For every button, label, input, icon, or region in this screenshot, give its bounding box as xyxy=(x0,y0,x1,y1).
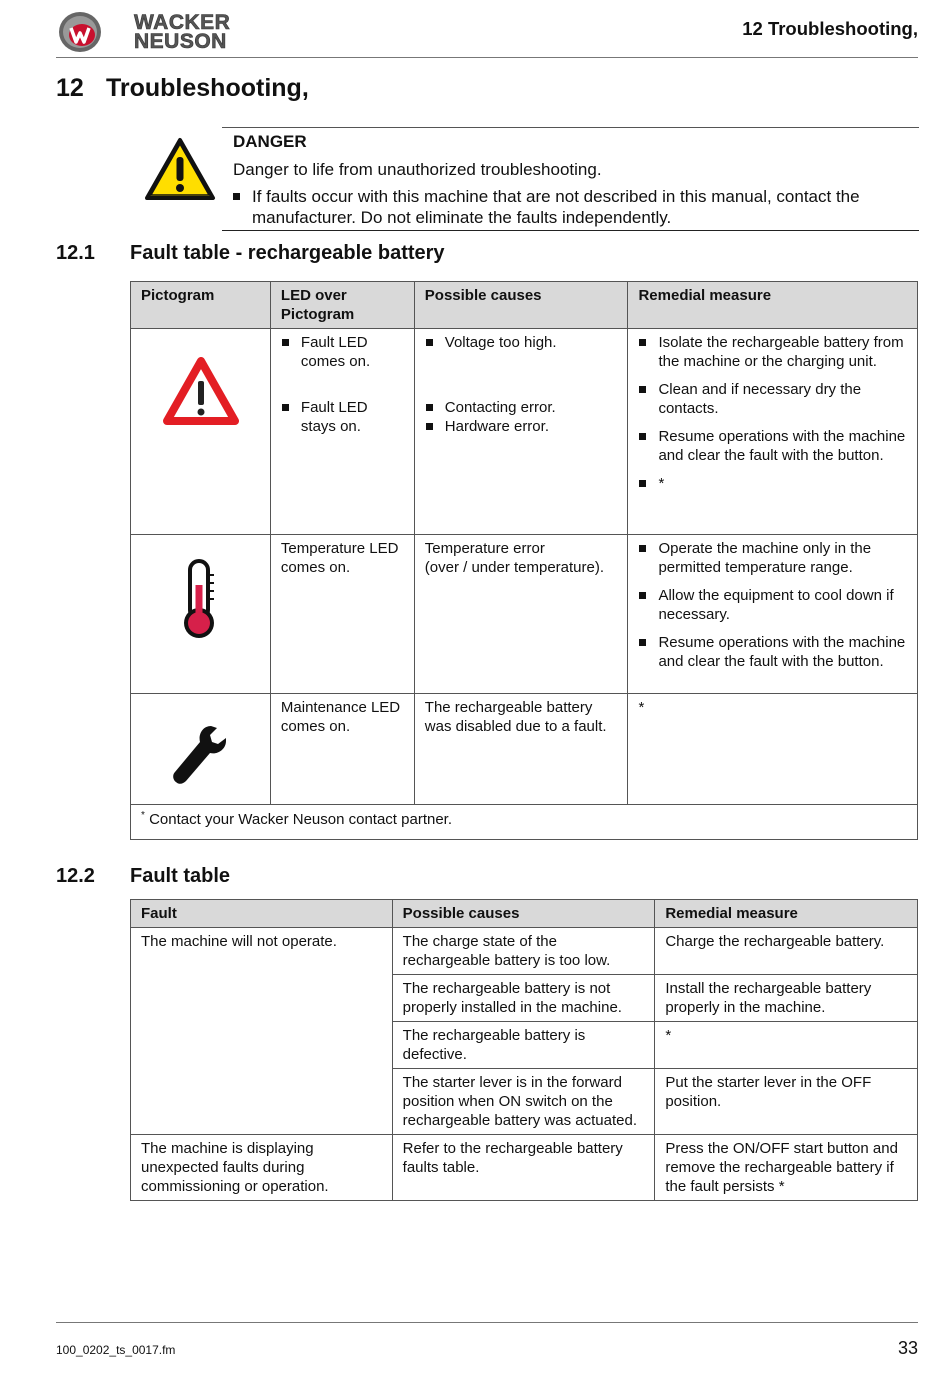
list-item: Resume operations with the machine and clear the fault with the button. xyxy=(638,427,907,465)
list-item: Fault LED stays on. xyxy=(281,398,404,436)
danger-notice xyxy=(222,127,919,231)
wrench-icon xyxy=(131,694,270,795)
list-item: Fault LED comes on. xyxy=(281,333,404,371)
running-header: 12 Troubleshooting, xyxy=(742,18,918,39)
table-row: The machine is displaying unexpected faults during commissioning or operation. Refer to the rechargeable battery faults table. Press the ON/OFF start button and remove the rechargeable battery if the fault persists * xyxy=(131,1135,918,1201)
battery-fault-table xyxy=(130,281,918,840)
list-item: * xyxy=(638,474,907,493)
danger-text: Danger to life from unauthorized troubleshooting. xyxy=(233,160,602,179)
table-row xyxy=(131,329,918,535)
list-item: Contacting error. xyxy=(425,398,618,417)
danger-bullet: If faults occur with this machine that are not described in this manual, contact the manufacturer. Do not eliminate the faults independently. xyxy=(233,186,903,228)
footer-filename: 100_0202_ts_0017.fm xyxy=(56,1343,176,1357)
table-row: The starter lever is in the forward position when ON switch on the rechargeable battery was actuated. Put the starter lever in the OFF position. xyxy=(131,1069,918,1135)
list-item: Operate the machine only in the permitted temperature range. xyxy=(638,539,907,577)
section-heading-12-1: 12.1 Fault table - rechargeable battery xyxy=(56,242,445,264)
brand-logo-text: WACKER NEUSON xyxy=(134,11,231,53)
list-item: Clean and if necessary dry the contacts. xyxy=(638,380,907,418)
table-footnote-row: * Contact your Wacker Neuson contact partner. xyxy=(131,805,918,840)
table-row: The rechargeable battery is not properly installed in the machine. Install the rechargeable battery properly in the machine. xyxy=(131,975,918,1022)
page-title: 12 Troubleshooting, xyxy=(56,74,309,102)
table-header-row: Fault Possible causes Remedial measure xyxy=(131,900,918,928)
brand-logo-icon xyxy=(58,10,104,54)
page-number: 33 xyxy=(897,1338,918,1358)
table-row: The rechargeable battery is defective. * xyxy=(131,1022,918,1069)
list-item: Allow the equipment to cool down if necessary. xyxy=(638,586,907,624)
fault-table xyxy=(130,899,918,1201)
warning-triangle-icon xyxy=(131,329,270,432)
thermometer-icon xyxy=(131,535,270,646)
list-item: Resume operations with the machine and clear the fault with the button. xyxy=(638,633,907,671)
list-item: Voltage too high. xyxy=(425,333,618,352)
table-row: Maintenance LED comes on. The rechargeable battery was disabled due to a fault. * xyxy=(131,694,918,805)
table-row: The machine will not operate. The charge state of the rechargeable battery is too low. Charge the rechargeable battery. xyxy=(131,928,918,975)
header-rule xyxy=(56,57,918,58)
footer-rule xyxy=(56,1322,918,1323)
table-header-row: Pictogram LED over Pictogram Possible causes Remedial measure xyxy=(131,282,918,329)
footnote: Contact your Wacker Neuson contact partner. xyxy=(149,811,453,828)
list-item: Isolate the rechargeable battery from the machine or the charging unit. xyxy=(638,333,907,371)
section-heading-12-2: 12.2 Fault table xyxy=(56,865,231,887)
table-row: Temperature LED comes on. Temperature error (over / under temperature). Operate the machine only in the permitted temperature range. Allow the equipment to cool down if necessary. Resume operations with the machine and clear the fault with the button. xyxy=(131,535,918,694)
danger-title: DANGER xyxy=(233,132,307,151)
danger-warning-icon xyxy=(144,137,216,201)
list-item: Hardware error. xyxy=(425,417,618,436)
